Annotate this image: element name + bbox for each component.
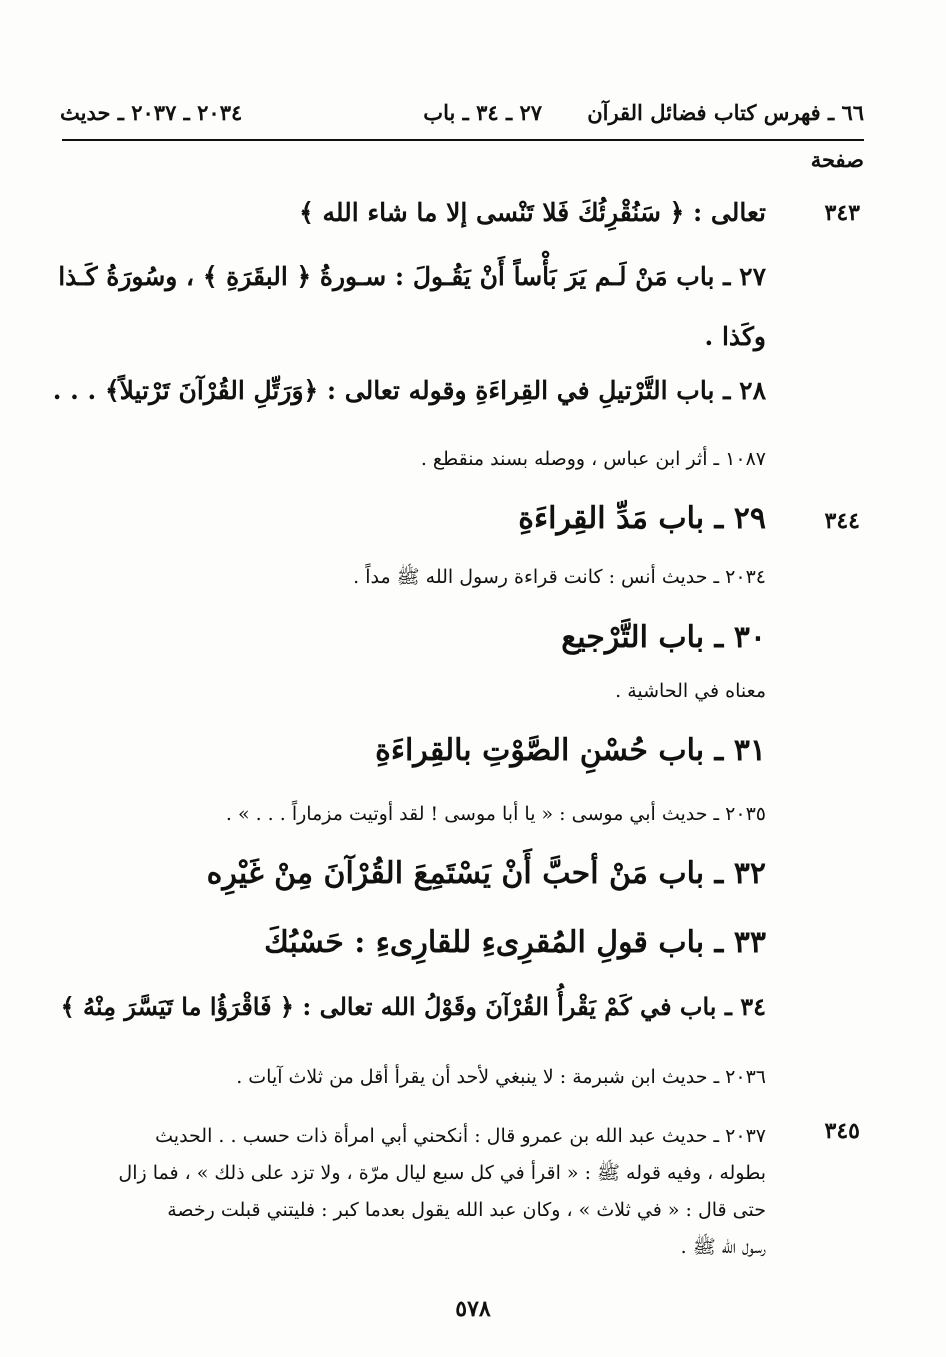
header-chapter-range: ٢٧ ـ ٣٤ ـ باب bbox=[423, 100, 542, 125]
chapter-heading: ٣٢ ـ باب مَنْ أحبَّ أَنْ يَسْتَمِعَ القُرْآنَ مِنْ غَيْرِه bbox=[206, 856, 766, 891]
header-rule bbox=[62, 139, 864, 141]
hadith-entry: ٢٠٣٤ ـ حديث أنس : كانت قراءة رسول الله ﷺ مداً . bbox=[353, 566, 766, 588]
header-chapter-title: ٦٦ ـ فهرس كتاب فضائل القرآن bbox=[587, 100, 864, 125]
page-column-header: صفحة bbox=[810, 147, 864, 172]
chapter-heading: ٢٨ ـ باب التَّرْتيلِ في القِراءَةِ وقوله تعالى : ﴿وَرَتِّلِ القُرْآنَ تَرْتيلاً﴾ . . . bbox=[52, 376, 766, 405]
chapter-heading: ٢٧ ـ باب مَنْ لَـم يَرَ بَأْساً أَنْ يَقُـولَ : سـورةُ ﴿ البقَرَةِ ﴾ ، وسُورَةُ كَـذا bbox=[58, 262, 766, 291]
paragraph-line: ٢٠٣٧ ـ حديث عبد الله بن عمرو قال : أنكحني أبي امرأة ذات حسب . . الحديث bbox=[155, 1125, 766, 1147]
text-line: معناه في الحاشية . bbox=[615, 680, 766, 702]
paragraph-line: بطوله ، وفيه قوله ﷺ : « اقرأ في كل سبع ليال مرّة ، ولا تزد على ذلك » ، فما زال bbox=[118, 1162, 766, 1184]
text-line: وكَذا . bbox=[704, 322, 766, 351]
folio-page-number: ٥٧٨ bbox=[455, 1296, 491, 1322]
hadith-entry: ٢٠٣٦ ـ حديث ابن شبرمة : لا ينبغي لأحد أن يقرأ أقل من ثلاث آيات . bbox=[236, 1066, 766, 1088]
chapter-heading: ٢٩ ـ باب مَدِّ القِراءَةِ bbox=[518, 501, 766, 536]
running-header bbox=[60, 96, 864, 132]
chapter-heading: ٣١ ـ باب حُسْنِ الصَّوْتِ بالقِراءَةِ bbox=[375, 733, 766, 768]
chapter-heading: ٣٠ ـ باب التَّرْجيع bbox=[561, 620, 766, 655]
paragraph-line: رسول الله ﷺ . bbox=[680, 1236, 766, 1258]
page-number-ref: ٣٤٤ bbox=[824, 508, 860, 534]
text-line: تعالى : ﴿ سَنُقْرِئُكَ فَلا تَنْسى إلا ما شاء الله ﴾ bbox=[299, 198, 766, 227]
hadith-entry: ١٠٨٧ ـ أثر ابن عباس ، ووصله بسند منقطع . bbox=[420, 448, 766, 470]
paragraph-line: حتى قال : « في ثلاث » ، وكان عبد الله يقول بعدما كبر : فليتني قبلت رخصة bbox=[167, 1199, 766, 1221]
page-number-ref: ٣٤٥ bbox=[824, 1118, 860, 1144]
hadith-entry: ٢٠٣٥ ـ حديث أبي موسى : « يا أبا موسى ! لقد أوتيت مزماراً . . . » . bbox=[225, 803, 766, 825]
chapter-heading: ٣٣ ـ باب قولِ المُقرِىءِ للقارِىءِ : حَسْبُكَ bbox=[264, 925, 766, 960]
header-hadith-range: ٢٠٣٤ ـ ٢٠٣٧ ـ حديث bbox=[60, 100, 243, 125]
page-number-ref: ٣٤٣ bbox=[824, 200, 860, 226]
hadith-paragraph bbox=[54, 1118, 766, 1266]
chapter-heading: ٣٤ ـ باب في كَمْ يَقْرأُ القُرْآنَ وقَوْلُ الله تعالى : ﴿ فَاقْرَؤُا ما تَيَسَّرَ مِنْهُ ﴾ bbox=[60, 992, 766, 1021]
